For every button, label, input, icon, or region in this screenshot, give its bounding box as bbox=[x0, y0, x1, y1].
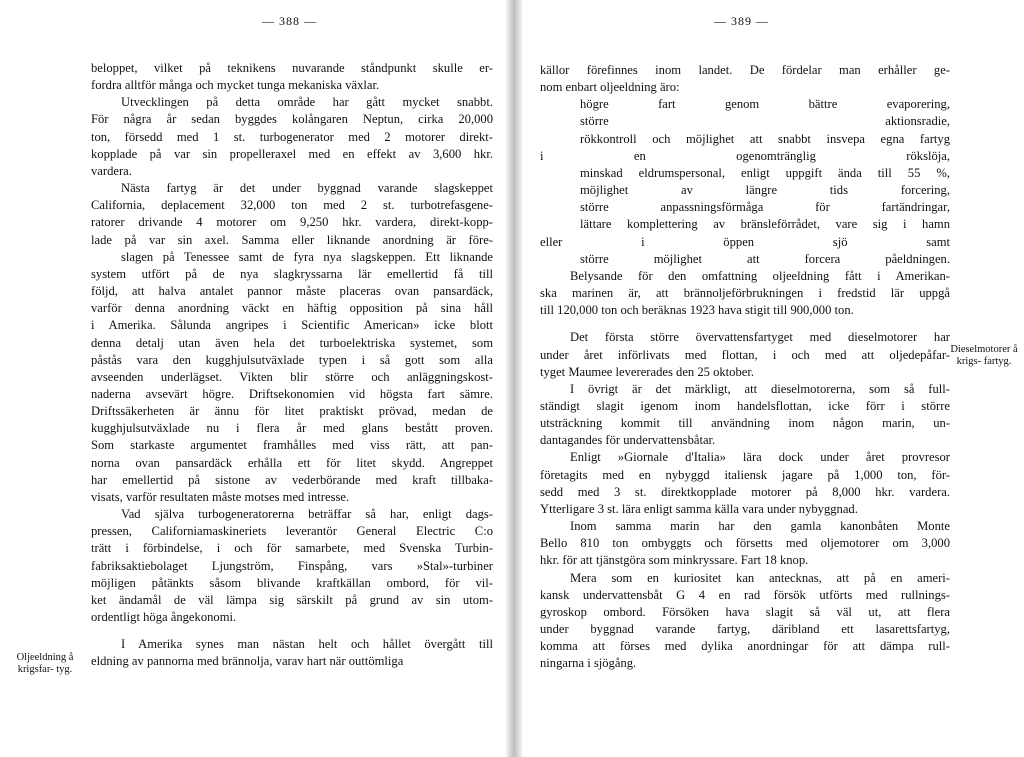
right-page-text bbox=[540, 62, 950, 672]
text-line: ratorer drivande 4 motorer om 9,250 hkr. vardera, direkt-kopp- bbox=[91, 215, 493, 230]
text-line: ständigt slagit igenom inom handelsflottan, icke förr i större bbox=[540, 398, 950, 413]
text-line: komma att förses med dylika anordningar för att dämpa rull- bbox=[540, 639, 950, 654]
text-line: större anpassningsförmåga för fartändringar, bbox=[580, 200, 950, 215]
text-line: trätt i förbindelse, i och för samarbete, med Svenska Turbin- bbox=[91, 541, 493, 556]
text-line: Det första större övervattensfartyget med dieselmotorer har bbox=[570, 330, 950, 345]
text-line: slagen på Tenessee samt de fyra nya slagskeppen. Ett liknande bbox=[121, 249, 493, 264]
text-line: större aktionsradie, bbox=[580, 114, 950, 129]
right-page bbox=[514, 0, 1024, 757]
text-line: ska marinen är, att brännoljeförbrukningen i fredstid lär uppgå bbox=[540, 286, 950, 301]
text-line: Utvecklingen på detta område har gått mycket snabbt. bbox=[121, 95, 493, 110]
text-line: Mera som en kuriositet kan antecknas, att på en ameri- bbox=[570, 570, 950, 585]
text-line: I övrigt är det märkligt, att dieselmotorerna, som så full- bbox=[570, 381, 950, 396]
text-line: gyroskop ombord. Försöken hava slagit så väl ut, att flera bbox=[540, 604, 950, 619]
text-line: fabriksaktiebolaget Ljungström, Finspång, vars »Stal»-turbiner bbox=[91, 558, 493, 573]
text-line: under året införlivats med flottan, i och med att oljedepåfar- bbox=[540, 347, 950, 362]
text-line: företagits med en nybyggd italiensk jagare på 1,000 ton, för- bbox=[540, 467, 950, 482]
text-line: kopplade på var sin propelleraxel med en effekt av 3,600 hkr. bbox=[91, 146, 493, 161]
text-line: naderna avsevärt högre. Driftsekonomien vid högsta fart sämre. bbox=[91, 386, 493, 401]
text-line: högre fart genom bättre evaporering, bbox=[580, 97, 950, 112]
text-line: dantagandes för undervattensbåtar. bbox=[540, 433, 716, 448]
text-line: till 120,000 ton och beräknas 1923 hava stigit till 900,000 ton. bbox=[540, 303, 854, 318]
text-line: utsträckning kommit till användning inom någon marin, un- bbox=[540, 416, 950, 431]
text-line: Vad själva turbogeneratorerna beträffar så har, enligt dags- bbox=[121, 507, 493, 522]
text-line: tyget Maumee levererades den 25 oktober. bbox=[540, 364, 755, 379]
text-line: kansk undervattensbåt G 4 en rad försök utförts med rullnings- bbox=[540, 587, 950, 602]
text-line: i Amerika. Sålunda angripes i Scientific American» icke blott bbox=[91, 318, 493, 333]
text-line: visats, varför resultaten måste motses med intresse. bbox=[91, 489, 350, 504]
text-line: eldning av pannorna med brännolja, varav hart när outtömliga bbox=[91, 654, 404, 669]
text-line: Som starkaste argumentet framhålles med viss rätt, att pan- bbox=[91, 438, 493, 453]
text-line: Ytterligare 3 st. lära enligt samma källa vara under nybyggnad. bbox=[540, 501, 858, 516]
text-line: avseenden underlägset. Vikten blir större och anläggningskost- bbox=[91, 369, 493, 384]
text-line: lättare komplettering av bränsleförrådet, vare sig i hamn bbox=[580, 217, 950, 232]
page-number-left: — 388 — bbox=[262, 14, 317, 28]
text-line: vardera. bbox=[91, 163, 132, 178]
text-line: Belysande för den omfattning oljeeldning fått i Amerikan- bbox=[570, 268, 950, 283]
margin-note-diesel-motors: Dieselmotorer å krigs- fartyg. bbox=[950, 344, 1018, 367]
paragraph-gap bbox=[540, 319, 950, 329]
paragraph-gap bbox=[91, 626, 493, 636]
text-line: ket ändamål de väl lämpa sig särskilt på grund av sin utom- bbox=[91, 592, 493, 607]
text-line: större möjlighet att forcera påeldningen. bbox=[580, 251, 950, 266]
text-line: källor förefinnes inom landet. De fördelar man erhåller ge- bbox=[540, 63, 950, 77]
text-line: California, deplacement 32,000 ton med 2 st. turbotrefasgene- bbox=[91, 198, 493, 213]
text-line: följd, att halva antalet pannor måste placeras ovan pansardäck, bbox=[91, 284, 493, 299]
text-line: fordra alltför många och mycket tunga mekaniska växlar. bbox=[91, 78, 380, 93]
text-line: Driftssäkerheten är ännu för litet praktiskt prövad, medan de bbox=[91, 404, 493, 419]
text-line: möjligen påtänkts såsom blivande kraftkällan ombord, för vil- bbox=[91, 575, 493, 590]
text-line: eller i öppen sjö samt bbox=[540, 234, 950, 249]
text-line: För några år sedan byggdes kolångaren Neptun, cirka 20,000 bbox=[91, 112, 493, 127]
text-line: ordentligt höga ångekonomi. bbox=[91, 610, 237, 624]
text-line: ton, försedd med 1 st. turbogenerator med 2 motorer direkt- bbox=[91, 129, 493, 144]
text-line: i en ogenomtränglig rökslöja, bbox=[540, 148, 950, 163]
book-gutter bbox=[506, 0, 522, 757]
text-line: Bello 810 ton ombyggts och försetts med oljemotorer om 3,000 bbox=[540, 536, 950, 551]
text-line: varför denna anordning väckt en häftig opposition på sina håll bbox=[91, 301, 493, 316]
text-line: kugghjulsutväxlade nu i flera år med glans bestått proven. bbox=[91, 421, 493, 436]
text-line: rökkontroll och möjlighet att snabbt insvepa egna fartyg bbox=[580, 131, 950, 146]
text-line: påstås vara den kugghjulsutväxlade typen i så gott som alla bbox=[91, 352, 493, 367]
text-line: I Amerika synes man nästan helt och hållet övergått till bbox=[121, 637, 493, 652]
margin-note-oil-firing: Oljeeldning å krigsfar- tyg. bbox=[16, 652, 74, 675]
page-number-right: — 389 — bbox=[714, 14, 769, 28]
text-line: hkr. för att tjänstgöra som minkryssare. Fart 18 knop. bbox=[540, 553, 809, 568]
text-line: minskad eldrumspersonal, enligt uppgift ända till 55 %, bbox=[580, 165, 950, 180]
text-line: ningarna i sjögång. bbox=[540, 656, 637, 671]
text-line: lade på var sin axel. Samma eller liknande anordning är före- bbox=[91, 232, 493, 247]
text-line: system utfört på de nya slagkryssarna lär emellertid få till bbox=[91, 266, 493, 281]
text-line: under byggnad varande fartyg, däribland ett lasarettsfartyg, bbox=[540, 622, 950, 636]
text-line: Inom samma marin har den gamla kanonbåten Monte bbox=[570, 519, 950, 534]
text-line: beloppet, vilket på teknikens nuvarande ståndpunkt skulle er- bbox=[91, 61, 493, 75]
text-line: har emellertid på sistone av vederbörande med kraft tillbaka- bbox=[91, 472, 493, 487]
text-line: pressen, Californiamaskineriets leverantör General Electric C:o bbox=[91, 524, 493, 539]
text-line: denna detalj utan även hela det turboelektriska systemet, som bbox=[91, 335, 493, 350]
text-line: Nästa fartyg är det under byggnad varande slagskeppet bbox=[121, 181, 493, 196]
text-line: norna ovan pansardäck erhålla ett för litet skydd. Angreppet bbox=[91, 455, 493, 470]
text-line: sedd med 3 st. direktkopplade motorer på 8,000 hkr. vardera. bbox=[540, 484, 950, 499]
text-line: Enligt »Giornale d'Italia» lära dock under året provresor bbox=[570, 450, 950, 465]
left-page-text bbox=[91, 60, 493, 670]
text-line: nom enbart oljeeldning äro: bbox=[540, 80, 680, 95]
text-line: möjlighet av längre tids forcering, bbox=[580, 183, 950, 198]
